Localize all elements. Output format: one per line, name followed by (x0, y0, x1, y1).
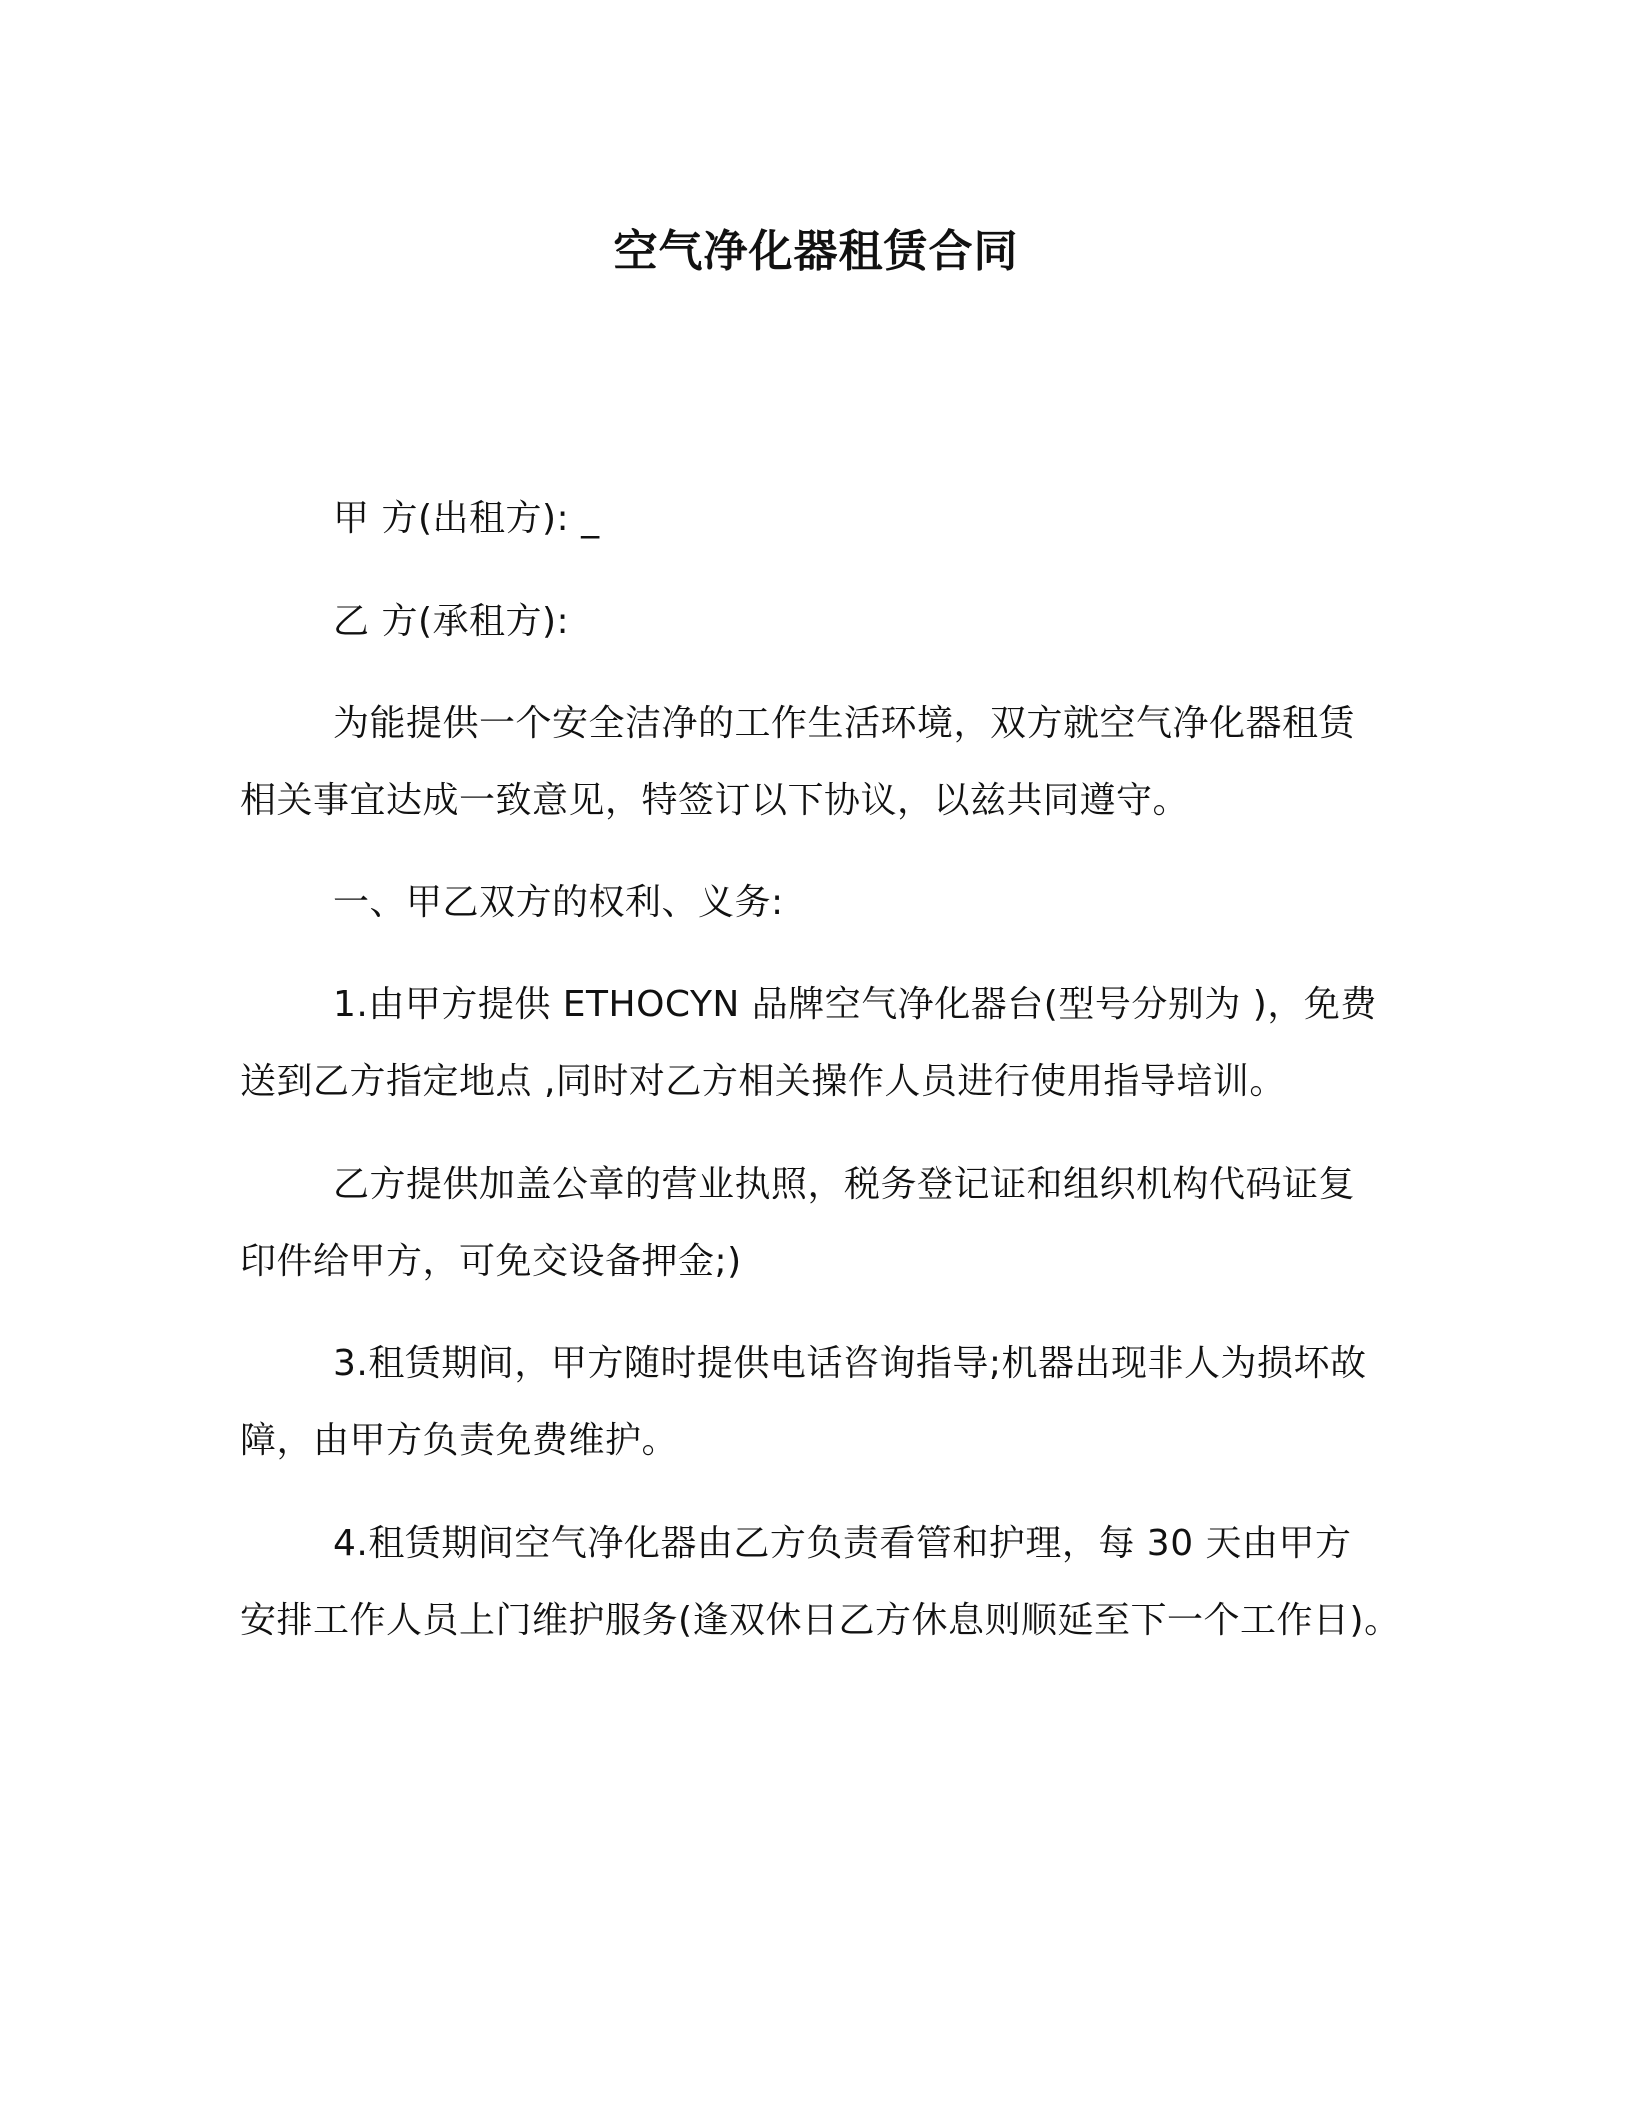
document-title: 空气净化器租赁合同 (613, 226, 1019, 277)
clause-3-line-2: 障，由甲方负责免费维护。 (240, 1420, 679, 1461)
preamble-line-2: 相关事宜达成一致意见，特签订以下协议，以兹共同遵守。 (240, 780, 1190, 821)
preamble-line-1: 为能提供一个安全洁净的工作生活环境，双方就空气净化器租赁 (333, 703, 1356, 744)
clause-2-line-2: 印件给甲方，可免交设备押金;) (240, 1241, 742, 1282)
clause-4-line-1: 4.租赁期间空气净化器由乙方负责看管和护理，每 30 天由甲方 (333, 1523, 1352, 1564)
section-1-heading: 一、甲乙双方的权利、义务: (333, 882, 784, 923)
party-b-line: 乙 方(承租方): (333, 601, 570, 642)
clause-2-line-1: 乙方提供加盖公章的营业执照，税务登记证和组织机构代码证复 (333, 1164, 1356, 1205)
clause-4-line-2: 安排工作人员上门维护服务(逢双休日乙方休息则顺延至下一个工作日)。 (240, 1600, 1401, 1641)
party-a-line: 甲 方(出租方): _ (333, 498, 600, 539)
clause-1-line-2: 送到乙方指定地点 ,同时对乙方相关操作人员进行使用指导培训。 (240, 1061, 1286, 1102)
clause-1-line-1: 1.由甲方提供 ETHOCYN 品牌空气净化器台(型号分别为 )，免费 (333, 984, 1377, 1025)
clause-3-line-1: 3.租赁期间，甲方随时提供电话咨询指导;机器出现非人为损坏故 (333, 1343, 1367, 1384)
